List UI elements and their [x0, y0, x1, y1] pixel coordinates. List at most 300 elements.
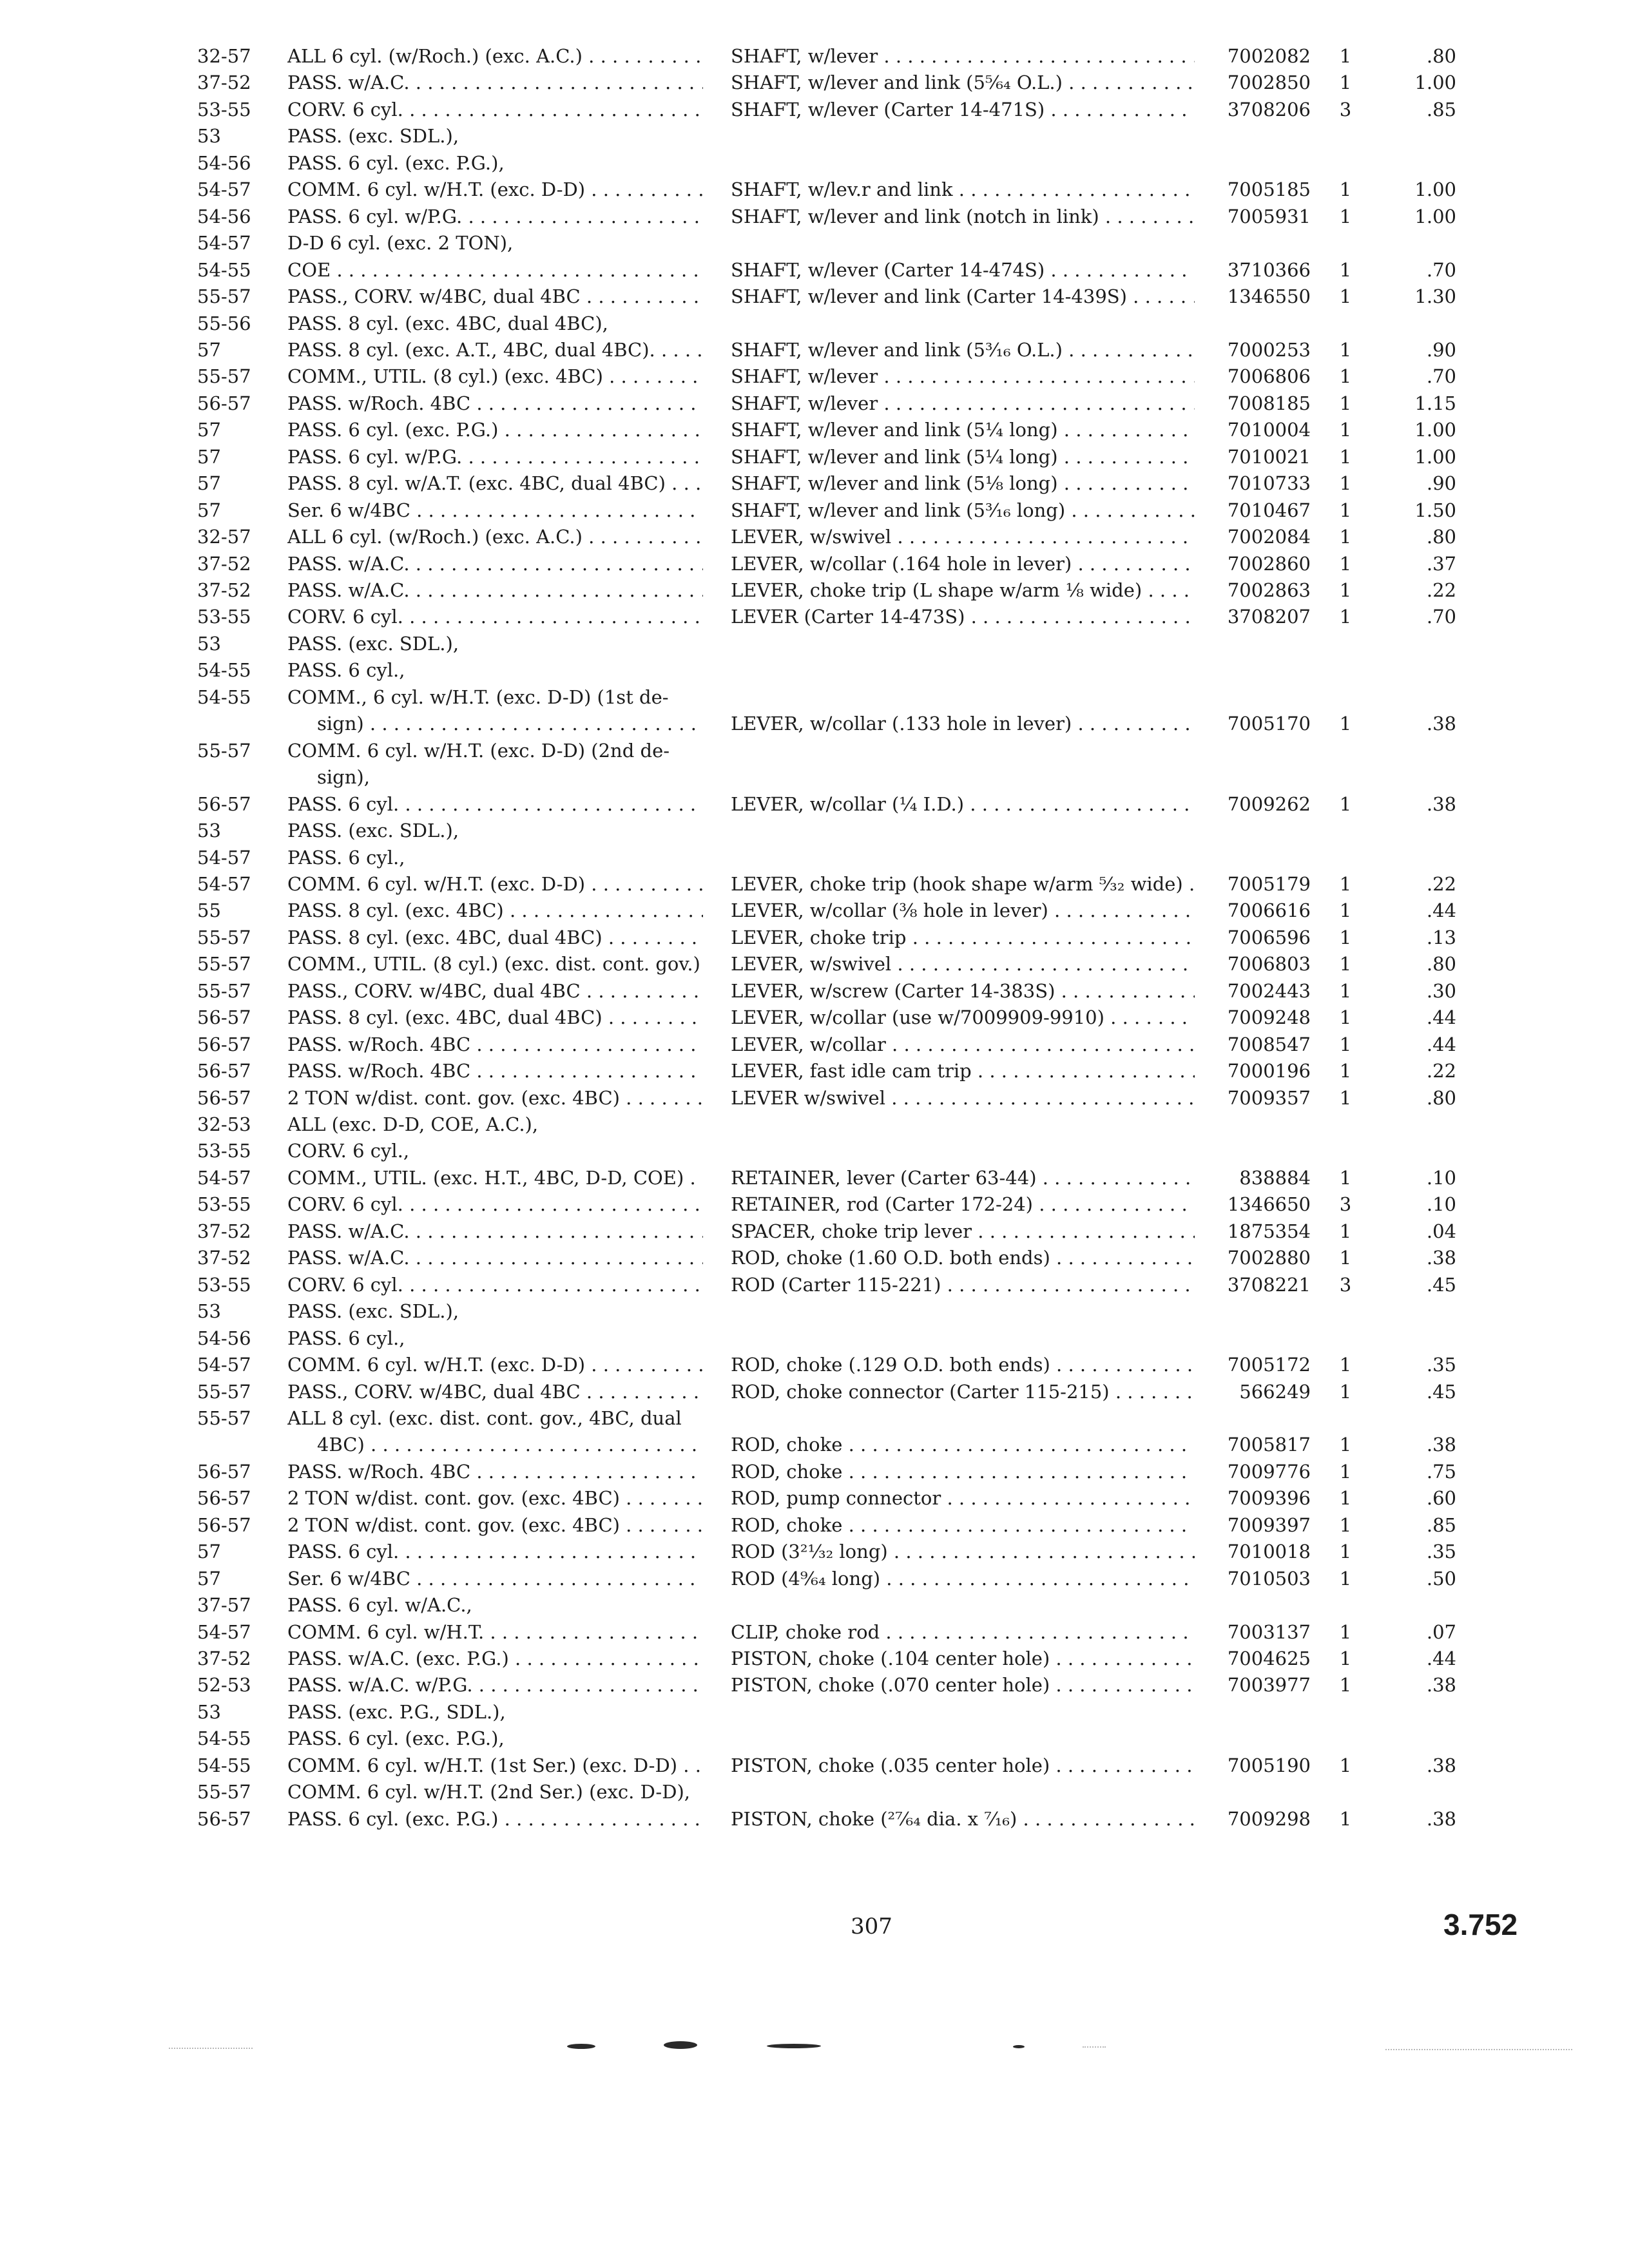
row-years: 53 — [197, 820, 221, 841]
row-quantity: 1 — [1339, 419, 1352, 441]
row-years: 55-57 — [197, 285, 251, 307]
row-description: ROD, choke . . . — [731, 1458, 1195, 1485]
row-description: LEVER, w/collar (¼ I.D.) . . . — [731, 791, 1195, 818]
row-part-number: 7005817 — [1227, 1434, 1311, 1456]
row-application: PASS. 6 cyl. (exc. P.G.) . . . — [287, 416, 703, 443]
row-application: PASS. w/Roch. 4BC . . . — [287, 1057, 703, 1084]
row-quantity: 1 — [1339, 499, 1352, 521]
row-description: SHAFT, w/lever . . . — [731, 43, 1195, 70]
row-years: 53-55 — [197, 1274, 251, 1296]
row-years: 55-57 — [197, 365, 251, 387]
row-years: 56-57 — [197, 392, 251, 414]
row-price: .44 — [1426, 1648, 1456, 1669]
row-years: 32-57 — [197, 526, 251, 548]
table-row — [0, 363, 1629, 390]
table-row — [0, 1619, 1629, 1646]
scan-smudge — [1013, 2045, 1025, 2048]
row-description: SHAFT, w/lever and link (Carter 14-439S) . . . — [731, 283, 1195, 310]
row-price: .70 — [1426, 259, 1456, 281]
row-application: PASS. (exc. SDL.), — [287, 125, 459, 147]
row-part-number: 7005172 — [1227, 1354, 1311, 1376]
row-description: CLIP, choke rod . . . — [731, 1619, 1195, 1646]
table-row — [0, 43, 1629, 70]
table-row — [0, 149, 1629, 177]
table-row — [0, 603, 1629, 630]
scan-smudge — [664, 2041, 697, 2049]
row-quantity: 1 — [1339, 1381, 1352, 1403]
row-application: PASS. 8 cyl. (exc. 4BC, dual 4BC) . . . — [287, 924, 703, 951]
row-application: PASS., CORV. w/4BC, dual 4BC . . . — [287, 283, 703, 310]
row-quantity: 1 — [1339, 980, 1352, 1002]
row-part-number: 7003977 — [1227, 1674, 1311, 1696]
row-application: 4BC) . . . — [287, 1431, 703, 1458]
table-row — [0, 1218, 1629, 1245]
row-part-number: 7002082 — [1227, 45, 1311, 67]
row-quantity: 1 — [1339, 1541, 1352, 1562]
row-years: 54-55 — [197, 659, 251, 681]
row-part-number: 1346650 — [1227, 1193, 1311, 1215]
row-price: .60 — [1426, 1487, 1456, 1509]
row-quantity: 1 — [1339, 365, 1352, 387]
row-part-number: 7010021 — [1227, 446, 1311, 468]
row-quantity: 1 — [1339, 285, 1352, 307]
row-quantity: 1 — [1339, 1167, 1352, 1189]
row-part-number: 1875354 — [1227, 1220, 1311, 1242]
row-quantity: 1 — [1339, 713, 1352, 735]
row-description: LEVER, w/collar (.133 hole in lever) . . . — [731, 710, 1195, 737]
row-application: PASS. w/Roch. 4BC . . . — [287, 1031, 703, 1058]
row-description: LEVER, w/swivel . . . — [731, 523, 1195, 550]
row-price: 1.50 — [1414, 499, 1456, 521]
row-quantity: 1 — [1339, 1354, 1352, 1376]
row-application: COMM. 6 cyl. w/H.T. (exc. D-D) . . . — [287, 1351, 703, 1378]
row-part-number: 3710366 — [1227, 259, 1311, 281]
row-years: 55-57 — [197, 1381, 251, 1403]
table-row — [0, 1778, 1629, 1805]
row-quantity: 1 — [1339, 178, 1352, 200]
table-row — [0, 470, 1629, 497]
row-quantity: 1 — [1339, 446, 1352, 468]
row-years: 55-57 — [197, 927, 251, 948]
row-part-number: 7006616 — [1227, 899, 1311, 921]
row-years: 54-57 — [197, 1354, 251, 1376]
row-part-number: 7002863 — [1227, 579, 1311, 601]
row-years: 56-57 — [197, 1087, 251, 1109]
row-description: SHAFT, w/lever (Carter 14-474S) . . . — [731, 256, 1195, 284]
row-description: LEVER, w/swivel . . . — [731, 950, 1195, 977]
row-application: ALL 6 cyl. (w/Roch.) (exc. A.C.) . . . — [287, 43, 703, 70]
table-row — [0, 1405, 1629, 1432]
row-description: SHAFT, w/lever (Carter 14-471S) . . . — [731, 96, 1195, 123]
row-application: PASS. (exc. P.G., SDL.), — [287, 1701, 506, 1723]
row-description: RETAINER, lever (Carter 63-44) . . . — [731, 1164, 1195, 1191]
row-quantity: 1 — [1339, 392, 1352, 414]
table-row — [0, 870, 1629, 898]
row-quantity: 1 — [1339, 1220, 1352, 1242]
table-row — [0, 1671, 1629, 1698]
row-application: PASS. 8 cyl. w/A.T. (exc. 4BC, dual 4BC) . . . — [287, 470, 703, 497]
row-years: 55-57 — [197, 1407, 251, 1429]
table-row — [0, 844, 1629, 871]
row-application: PASS. 6 cyl., — [287, 659, 405, 681]
row-years: 57 — [197, 339, 221, 361]
row-years: 54-56 — [197, 152, 251, 174]
table-row — [0, 443, 1629, 470]
row-years: 57 — [197, 1541, 221, 1562]
row-price: .38 — [1426, 1754, 1456, 1776]
row-years: 56-57 — [197, 793, 251, 815]
row-quantity: 1 — [1339, 927, 1352, 948]
row-part-number: 7008547 — [1227, 1033, 1311, 1055]
row-quantity: 3 — [1339, 99, 1352, 120]
row-years: 54-57 — [197, 847, 251, 869]
row-years: 55-57 — [197, 953, 251, 975]
scan-speck — [1385, 2049, 1572, 2050]
row-price: 1.00 — [1414, 206, 1456, 227]
row-quantity: 1 — [1339, 606, 1352, 628]
row-application: D-D 6 cyl. (exc. 2 TON), — [287, 232, 514, 254]
row-part-number: 7006803 — [1227, 953, 1311, 975]
row-years: 53-55 — [197, 1193, 251, 1215]
table-row — [0, 1271, 1629, 1298]
row-price: .70 — [1426, 606, 1456, 628]
row-quantity: 1 — [1339, 72, 1352, 93]
row-years: 54-57 — [197, 1167, 251, 1189]
row-years: 56-57 — [197, 1033, 251, 1055]
row-application: CORV. 6 cyl. . . . — [287, 603, 703, 630]
row-application: PASS. w/A.C. w/P.G. . . . — [287, 1671, 703, 1698]
row-application: PASS. w/Roch. 4BC . . . — [287, 1458, 703, 1485]
row-description: ROD, choke connector (Carter 115-215) . . . — [731, 1378, 1195, 1405]
table-row — [0, 390, 1629, 417]
row-part-number: 7002860 — [1227, 553, 1311, 575]
row-part-number: 7005179 — [1227, 873, 1311, 895]
row-price: .22 — [1426, 579, 1456, 601]
row-description: ROD, pump connector . . . — [731, 1485, 1195, 1512]
table-row — [0, 1591, 1629, 1619]
scan-speck — [1083, 2046, 1106, 2048]
row-years: 53 — [197, 633, 221, 655]
row-price: .35 — [1426, 1354, 1456, 1376]
row-price: 1.00 — [1414, 178, 1456, 200]
table-row — [0, 1752, 1629, 1779]
row-price: .30 — [1426, 980, 1456, 1002]
row-description: LEVER, w/collar (use w/7009909-9910) . . . — [731, 1004, 1195, 1031]
row-years: 54-55 — [197, 1727, 251, 1749]
row-application: PASS. 6 cyl. (exc. P.G.), — [287, 152, 505, 174]
table-row — [0, 176, 1629, 203]
row-description: SHAFT, w/lever and link (5¼ long) . . . — [731, 416, 1195, 443]
table-row — [0, 1431, 1629, 1458]
table-row — [0, 577, 1629, 604]
row-part-number: 7009776 — [1227, 1461, 1311, 1483]
row-price: .45 — [1426, 1381, 1456, 1403]
row-part-number: 7005931 — [1227, 206, 1311, 227]
row-description: SHAFT, w/lever and link (notch in link) . . . — [731, 203, 1195, 230]
row-description: SHAFT, w/lever and link (5³⁄₁₆ long) . . . — [731, 497, 1195, 524]
row-description: RETAINER, rod (Carter 172-24) . . . — [731, 1191, 1195, 1218]
table-row — [0, 1565, 1629, 1592]
row-price: 1.00 — [1414, 446, 1456, 468]
row-description: LEVER, choke trip . . . — [731, 924, 1195, 951]
row-years: 56-57 — [197, 1487, 251, 1509]
row-price: .22 — [1426, 873, 1456, 895]
row-description: PISTON, choke (.104 center hole) . . . — [731, 1645, 1195, 1672]
table-row — [0, 897, 1629, 924]
row-price: .38 — [1426, 1247, 1456, 1269]
table-row — [0, 977, 1629, 1004]
row-price: .44 — [1426, 1033, 1456, 1055]
row-years: 56-57 — [197, 1006, 251, 1028]
row-application: COMM. 6 cyl. w/H.T. (exc. D-D) . . . — [287, 870, 703, 898]
row-application: PASS. (exc. SDL.), — [287, 633, 459, 655]
row-part-number: 7009298 — [1227, 1808, 1311, 1830]
table-row — [0, 336, 1629, 363]
section-number: 3.752 — [1443, 1908, 1518, 1941]
row-years: 53-55 — [197, 606, 251, 628]
row-description: SHAFT, w/lever and link (5¼ long) . . . — [731, 443, 1195, 470]
row-description: ROD (4⁹⁄₆₄ long) . . . — [731, 1565, 1195, 1592]
row-price: .38 — [1426, 793, 1456, 815]
row-price: .44 — [1426, 899, 1456, 921]
row-application: Ser. 6 w/4BC . . . — [287, 497, 703, 524]
row-years: 56-57 — [197, 1808, 251, 1830]
row-part-number: 7010503 — [1227, 1568, 1311, 1590]
row-application: Ser. 6 w/4BC . . . — [287, 1565, 703, 1592]
row-years: 54-55 — [197, 259, 251, 281]
scan-smudge — [567, 2044, 595, 2049]
table-row — [0, 950, 1629, 977]
row-description: ROD, choke . . . — [731, 1512, 1195, 1539]
row-quantity: 3 — [1339, 1274, 1352, 1296]
row-years: 32-53 — [197, 1113, 251, 1135]
row-years: 37-52 — [197, 1220, 251, 1242]
row-application: COMM., UTIL. (8 cyl.) (exc. dist. cont. gov.) . . . — [287, 950, 703, 977]
row-application: PASS. 6 cyl. w/P.G. . . . — [287, 203, 703, 230]
table-row — [0, 310, 1629, 337]
row-application: PASS. (exc. SDL.), — [287, 1300, 459, 1322]
row-years: 54-57 — [197, 178, 251, 200]
row-price: .80 — [1426, 1087, 1456, 1109]
row-description: ROD (Carter 115-221) . . . — [731, 1271, 1195, 1298]
row-description: ROD, choke (1.60 O.D. both ends) . . . — [731, 1244, 1195, 1271]
row-part-number: 7009396 — [1227, 1487, 1311, 1509]
row-description: ROD, choke (.129 O.D. both ends) . . . — [731, 1351, 1195, 1378]
row-description: ROD (3²¹⁄₃₂ long) . . . — [731, 1538, 1195, 1565]
row-application: PASS., CORV. w/4BC, dual 4BC . . . — [287, 977, 703, 1004]
row-years: 37-52 — [197, 1247, 251, 1269]
row-application: ALL (exc. D-D, COE, A.C.), — [287, 1113, 539, 1135]
row-part-number: 3708206 — [1227, 99, 1311, 120]
row-price: 1.00 — [1414, 72, 1456, 93]
row-description: SHAFT, w/lev.r and link . . . — [731, 176, 1195, 203]
row-years: 54-57 — [197, 1621, 251, 1643]
row-years: 53 — [197, 125, 221, 147]
row-application: COMM. 6 cyl. w/H.T. (2nd Ser.) (exc. D-D), — [287, 1781, 690, 1803]
row-price: .37 — [1426, 553, 1456, 575]
row-description: LEVER, w/collar . . . — [731, 1031, 1195, 1058]
row-price: .22 — [1426, 1060, 1456, 1082]
table-row — [0, 1325, 1629, 1352]
row-quantity: 1 — [1339, 1033, 1352, 1055]
table-row — [0, 817, 1629, 844]
row-quantity: 1 — [1339, 526, 1352, 548]
row-quantity: 1 — [1339, 1087, 1352, 1109]
row-price: 1.30 — [1414, 285, 1456, 307]
row-years: 54-55 — [197, 686, 251, 708]
row-quantity: 1 — [1339, 1808, 1352, 1830]
row-quantity: 1 — [1339, 1247, 1352, 1269]
row-years: 53-55 — [197, 99, 251, 120]
row-years: 53 — [197, 1300, 221, 1322]
row-years: 55 — [197, 899, 221, 921]
row-part-number: 7005190 — [1227, 1754, 1311, 1776]
row-part-number: 7010018 — [1227, 1541, 1311, 1562]
table-row — [0, 1351, 1629, 1378]
row-part-number: 7005185 — [1227, 178, 1311, 200]
table-row — [0, 1512, 1629, 1539]
row-part-number: 3708207 — [1227, 606, 1311, 628]
table-row — [0, 1244, 1629, 1271]
row-quantity: 1 — [1339, 793, 1352, 815]
row-quantity: 1 — [1339, 873, 1352, 895]
table-row — [0, 1164, 1629, 1191]
row-part-number: 566249 — [1239, 1381, 1311, 1403]
table-row — [0, 1137, 1629, 1164]
row-part-number: 7002850 — [1227, 72, 1311, 93]
row-part-number: 7005170 — [1227, 713, 1311, 735]
row-years: 56-57 — [197, 1060, 251, 1082]
row-application: PASS., CORV. w/4BC, dual 4BC . . . — [287, 1378, 703, 1405]
table-row — [0, 1485, 1629, 1512]
table-row — [0, 1191, 1629, 1218]
row-description: SHAFT, w/lever and link (5⅛ long) . . . — [731, 470, 1195, 497]
row-price: .85 — [1426, 1514, 1456, 1536]
row-application: PASS. (exc. SDL.), — [287, 820, 459, 841]
row-quantity: 1 — [1339, 1006, 1352, 1028]
row-part-number: 7009248 — [1227, 1006, 1311, 1028]
row-description: SHAFT, w/lever . . . — [731, 363, 1195, 390]
row-application: 2 TON w/dist. cont. gov. (exc. 4BC) . . . — [287, 1485, 703, 1512]
table-row — [0, 1057, 1629, 1084]
row-price: .35 — [1426, 1541, 1456, 1562]
row-price: .38 — [1426, 1674, 1456, 1696]
row-part-number: 7009357 — [1227, 1087, 1311, 1109]
row-years: 37-52 — [197, 579, 251, 601]
row-years: 55-57 — [197, 980, 251, 1002]
row-price: .90 — [1426, 339, 1456, 361]
row-price: .50 — [1426, 1568, 1456, 1590]
row-part-number: 3708221 — [1227, 1274, 1311, 1296]
row-application: COMM. 6 cyl. w/H.T. (1st Ser.) (exc. D-D) . . . — [287, 1752, 703, 1779]
row-application: PASS. 8 cyl. (exc. 4BC) . . . — [287, 897, 703, 924]
row-part-number: 7006806 — [1227, 365, 1311, 387]
row-part-number: 838884 — [1239, 1167, 1311, 1189]
table-row — [0, 256, 1629, 284]
row-description: LEVER, w/collar (⅜ hole in lever) . . . — [731, 897, 1195, 924]
table-row — [0, 1725, 1629, 1752]
row-description: LEVER, w/collar (.164 hole in lever) . . . — [731, 550, 1195, 577]
row-price: .45 — [1426, 1274, 1456, 1296]
row-years: 55-57 — [197, 1781, 251, 1803]
row-quantity: 1 — [1339, 579, 1352, 601]
row-price: .38 — [1426, 1808, 1456, 1830]
row-application: PASS. w/A.C. . . . — [287, 69, 703, 96]
row-part-number: 1346550 — [1227, 285, 1311, 307]
row-application: sign), — [317, 766, 370, 788]
row-quantity: 1 — [1339, 1060, 1352, 1082]
row-years: 54-57 — [197, 232, 251, 254]
row-part-number: 7006596 — [1227, 927, 1311, 948]
row-application: PASS. 8 cyl. (exc. 4BC, dual 4BC), — [287, 312, 608, 334]
row-price: .70 — [1426, 365, 1456, 387]
row-quantity: 1 — [1339, 1568, 1352, 1590]
row-description: SHAFT, w/lever . . . — [731, 390, 1195, 417]
row-price: .10 — [1426, 1167, 1456, 1189]
row-application: COMM. 6 cyl. w/H.T. (exc. D-D) . . . — [287, 176, 703, 203]
row-price: .85 — [1426, 99, 1456, 120]
row-part-number: 7009262 — [1227, 793, 1311, 815]
page-number: 307 — [851, 1914, 892, 1939]
row-application: PASS. 6 cyl. w/A.C., — [287, 1594, 472, 1616]
table-row — [0, 416, 1629, 443]
row-years: 52-53 — [197, 1674, 251, 1696]
scan-speck — [169, 2048, 253, 2049]
row-description: PISTON, choke (²⁷⁄₆₄ dia. x ⁷⁄₁₆) . . . — [731, 1805, 1195, 1832]
row-price: .80 — [1426, 45, 1456, 67]
row-years: 54-56 — [197, 206, 251, 227]
row-application: PASS. 6 cyl. . . . — [287, 791, 703, 818]
table-row — [0, 710, 1629, 737]
row-years: 54-56 — [197, 1327, 251, 1349]
row-application: COMM., UTIL. (8 cyl.) (exc. 4BC) . . . — [287, 363, 703, 390]
row-application: PASS. 6 cyl., — [287, 847, 405, 869]
row-quantity: 3 — [1339, 1193, 1352, 1215]
row-application: COMM. 6 cyl. w/H.T. (exc. D-D) (2nd de- — [287, 740, 670, 762]
row-application: CORV. 6 cyl. . . . — [287, 1271, 703, 1298]
row-price: .04 — [1426, 1220, 1456, 1242]
table-row — [0, 497, 1629, 524]
row-description: ROD, choke . . . — [731, 1431, 1195, 1458]
row-years: 53-55 — [197, 1140, 251, 1162]
table-row — [0, 1805, 1629, 1832]
row-years: 53 — [197, 1701, 221, 1723]
row-application: 2 TON w/dist. cont. gov. (exc. 4BC) . . . — [287, 1084, 703, 1111]
row-application: PASS. 6 cyl. . . . — [287, 1538, 703, 1565]
row-years: 57 — [197, 472, 221, 494]
table-row — [0, 791, 1629, 818]
row-application: COMM., 6 cyl. w/H.T. (exc. D-D) (1st de- — [287, 686, 669, 708]
row-part-number: 7000196 — [1227, 1060, 1311, 1082]
row-years: 54-55 — [197, 1754, 251, 1776]
row-application: PASS. 6 cyl. (exc. P.G.) . . . — [287, 1805, 703, 1832]
table-row — [0, 1004, 1629, 1031]
table-row — [0, 1538, 1629, 1565]
row-years: 57 — [197, 446, 221, 468]
table-row — [0, 1111, 1629, 1138]
row-part-number: 7002084 — [1227, 526, 1311, 548]
row-years: 37-52 — [197, 72, 251, 93]
row-description: PISTON, choke (.035 center hole) . . . — [731, 1752, 1195, 1779]
row-application: CORV. 6 cyl. . . . — [287, 96, 703, 123]
row-part-number: 7010004 — [1227, 419, 1311, 441]
row-years: 55-56 — [197, 312, 251, 334]
row-years: 57 — [197, 419, 221, 441]
table-row — [0, 1458, 1629, 1485]
table-row — [0, 96, 1629, 123]
row-years: 57 — [197, 499, 221, 521]
row-application: ALL 8 cyl. (exc. dist. cont. gov., 4BC, dual — [287, 1407, 682, 1429]
